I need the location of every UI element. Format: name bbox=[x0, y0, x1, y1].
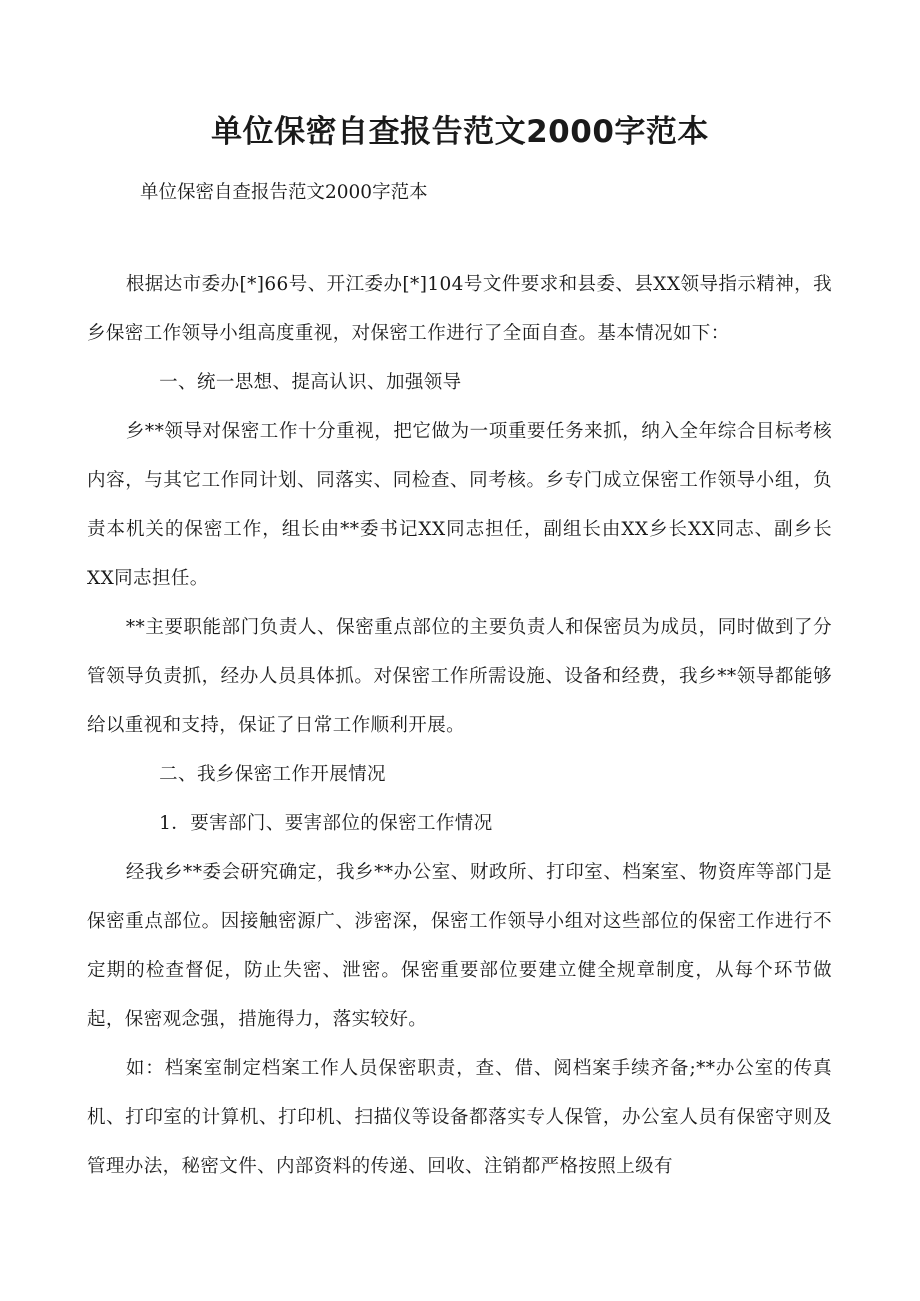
section-heading-1: 一、统一思想、提高认识、加强领导 bbox=[159, 372, 462, 393]
paragraph: 乡**领导对保密工作十分重视，把它做为一项重要任务来抓，纳入全年综合目标考核内容，与其它工作同计划、同落实、同检查、同考核。乡专门成立保密工作领导小组，负责本机关的保密工作，组长由**委书记XX同志担任，副组长由XX乡长XX同志、副乡长XX同志担任。 bbox=[87, 421, 832, 589]
document-subtitle: 单位保密自查报告范文2000字范本 bbox=[140, 182, 428, 203]
document-body bbox=[87, 260, 832, 1191]
paragraph-intro: 根据达市委办[*]66号、开江委办[*]104号文件要求和县委、县XX领导指示精神，我乡保密工作领导小组高度重视，对保密工作进行了全面自查。基本情况如下： bbox=[87, 274, 832, 344]
section-heading-2: 二、我乡保密工作开展情况 bbox=[159, 764, 386, 785]
subsection-heading-1: 1．要害部门、要害部位的保密工作情况 bbox=[159, 813, 493, 834]
paragraph: **主要职能部门负责人、保密重点部位的主要负责人和保密员为成员，同时做到了分管领导负责抓，经办人员具体抓。对保密工作所需设施、设备和经费，我乡**领导都能够给以重视和支持，保证了日常工作顺利开展。 bbox=[87, 617, 832, 736]
paragraph: 如：档案室制定档案工作人员保密职责，查、借、阅档案手续齐备;**办公室的传真机、打印室的计算机、打印机、扫描仪等设备都落实专人保管，办公室人员有保密守则及管理办法，秘密文件、内部资料的传递、回收、注销都严格按照上级有 bbox=[87, 1058, 832, 1177]
document-title: 单位保密自查报告范文2000字范本 bbox=[211, 114, 709, 150]
paragraph: 经我乡**委会研究确定，我乡**办公室、财政所、打印室、档案室、物资库等部门是保密重点部位。因接触密源广、涉密深，保密工作领导小组对这些部位的保密工作进行不定期的检查督促，防止失密、泄密。保密重要部位要建立健全规章制度，从每个环节做起，保密观念强，措施得力，落实较好。 bbox=[87, 862, 832, 1030]
